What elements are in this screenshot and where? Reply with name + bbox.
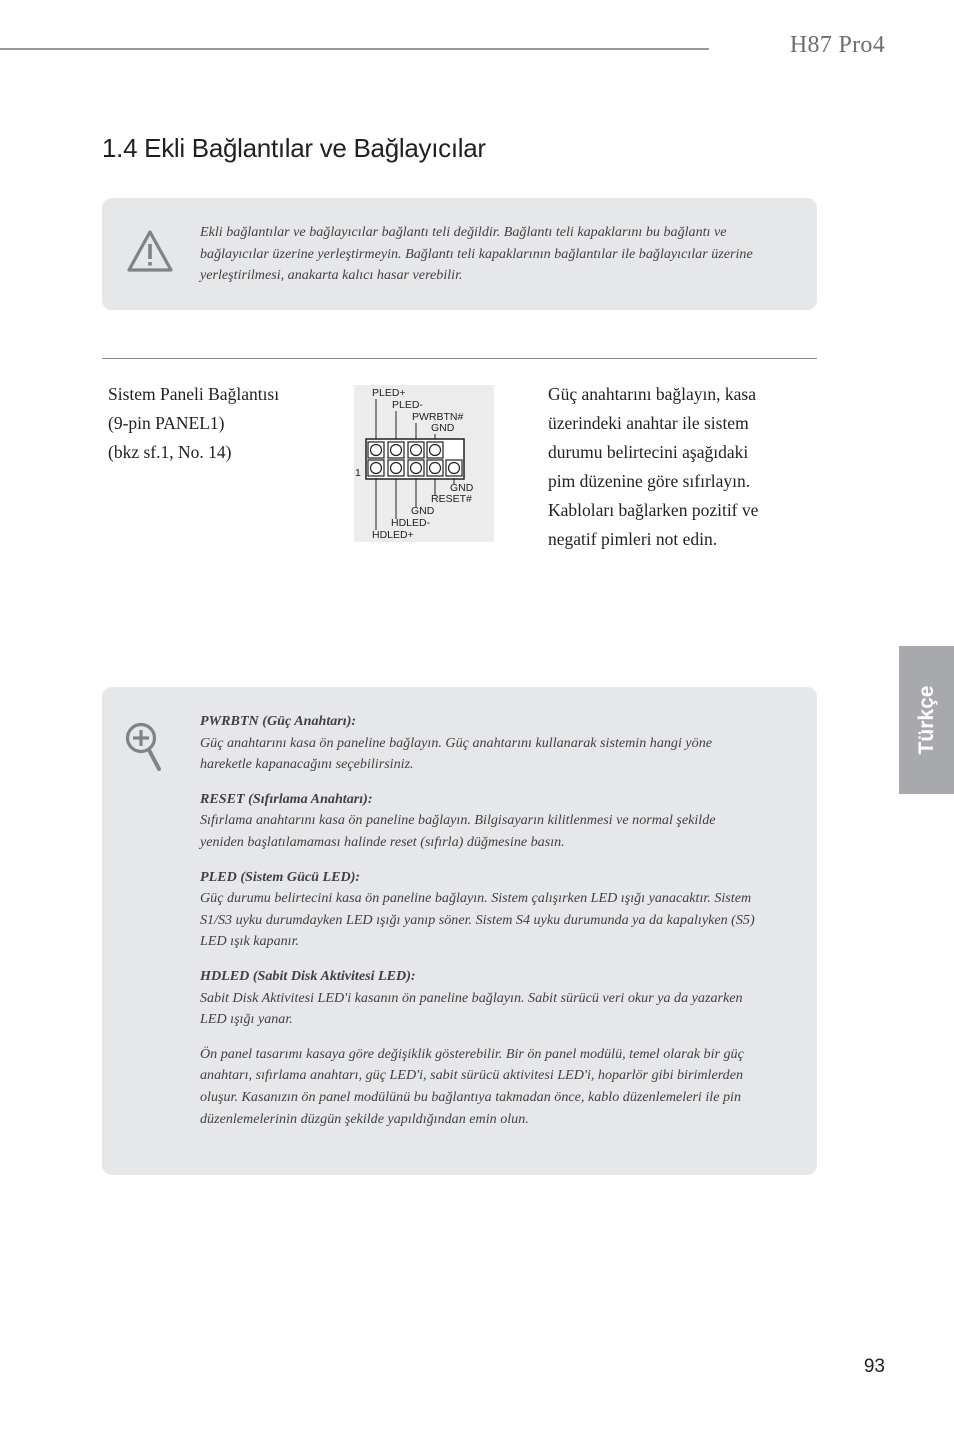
warning-note <box>102 198 817 310</box>
language-tab-label: Türkçe <box>914 685 938 755</box>
section-divider <box>102 358 817 359</box>
magnifier-plus-icon <box>124 721 164 778</box>
info-body: Güç anahtarını kasa ön paneline bağlayın. Güç anahtarını kullanarak sistemin hangi yöne hareketle kapanacağını seçebilirsiniz. <box>200 734 713 773</box>
pin-label-pled-plus: PLED+ <box>372 387 406 399</box>
pin-label-gnd-right: GND <box>450 482 474 494</box>
info-heading: PLED (Sistem Gücü LED): <box>200 868 361 885</box>
info-content <box>200 711 755 1130</box>
info-section-hdled <box>200 966 755 1031</box>
info-section-pled <box>200 867 755 953</box>
panel-pin-diagram <box>354 385 494 542</box>
info-heading: RESET (Sıfırlama Anahtarı): <box>200 790 373 807</box>
pin-label-pled-minus: PLED- <box>392 399 423 411</box>
info-closing-note: Ön panel tasarımı kasaya göre değişiklik gösterebilir. Bir ön panel modülü, temel olarak bir güç anahtarı, sıfırlama anahtarı, güç LED'i, sabit sürücü aktivitesi LED'i, hoparlör gibi birimlerden oluşur. Kasanızın ön panel modülünü bu bağlantıya takmadan önce, kablo düzenlemeleri ile pin düzenlemelerinin düzgün şekilde yapıldığından emin olun. <box>200 1045 744 1127</box>
info-section-pwrbtn <box>200 711 755 776</box>
language-side-tab <box>899 646 954 794</box>
info-note <box>102 687 817 1175</box>
info-heading: PWRBTN (Güç Anahtarı): <box>200 713 357 729</box>
pin-label-pwrbtn: PWRBTN# <box>412 411 464 423</box>
connector-description: Güç anahtarını bağlayın, kasa üzerindeki anahtar ile sistem durumu belirtecini aşağıdaki pim düzenine göre sıfırlayın. Kabloları bağlarken pozitif ve negatif pimleri not edin. <box>548 384 759 549</box>
info-body: Sıfırlama anahtarını kasa ön paneline bağlayın. Bilgisayarın kilitlenmesi ve normal şekilde yeniden başlatılamaması halinde reset (sıfırla) düğmesine basın. <box>200 812 716 850</box>
section-title: 1.4 Ekli Bağlantılar ve Bağlayıcılar <box>102 133 486 163</box>
pin-label-gnd-bottom: GND <box>411 505 435 517</box>
header-rule <box>0 48 709 50</box>
pin-label-hdled-plus: HDLED+ <box>372 529 414 541</box>
pin-label-hdled-minus: HDLED- <box>391 517 431 529</box>
connector-pin-count: (9-pin PANEL1) <box>108 413 225 433</box>
connector-reference: (bkz sf.1, No. 14) <box>108 442 232 462</box>
model-name: H87 Pro4 <box>789 32 885 58</box>
info-section-reset <box>200 789 755 854</box>
page-number: 93 <box>863 1356 885 1377</box>
pin-label-reset: RESET# <box>431 493 472 505</box>
warning-text: Ekli bağlantılar ve bağlayıcılar bağlantı teli değildir. Bağlantı teli kapaklarını bu bağlantı ve bağlayıcılar üzerine yerleştirmeyin. Bağlantı teli kapaklarının bağlantılar ile bağlayıcılar üzerine yerleştirilmesi, anakarta kalıcı hasar verebilir. <box>200 224 753 284</box>
warning-triangle-icon <box>125 228 175 279</box>
connector-info <box>108 380 279 467</box>
pin-label-gnd-top: GND <box>431 422 455 434</box>
info-body: Sabit Disk Aktivitesi LED'i kasanın ön paneline bağlayın. Sabit sürücü veri okur ya da yazarken LED ışığı yanar. <box>200 989 743 1028</box>
connector-name: Sistem Paneli Bağlantısı <box>108 384 280 404</box>
info-heading: HDLED (Sabit Disk Aktivitesi LED): <box>200 967 416 984</box>
pin-one-marker: 1 <box>355 467 361 479</box>
info-body: Güç durumu belirtecini kasa ön paneline bağlayın. Sistem çalışırken LED ışığı yanacaktır. Sistem S1/S3 uyku durumdayken LED ışığı yanıp söner. Sistem S4 uyku durumunda ya da kapalıyken (S5) LED ışık kapanır. <box>200 890 755 950</box>
